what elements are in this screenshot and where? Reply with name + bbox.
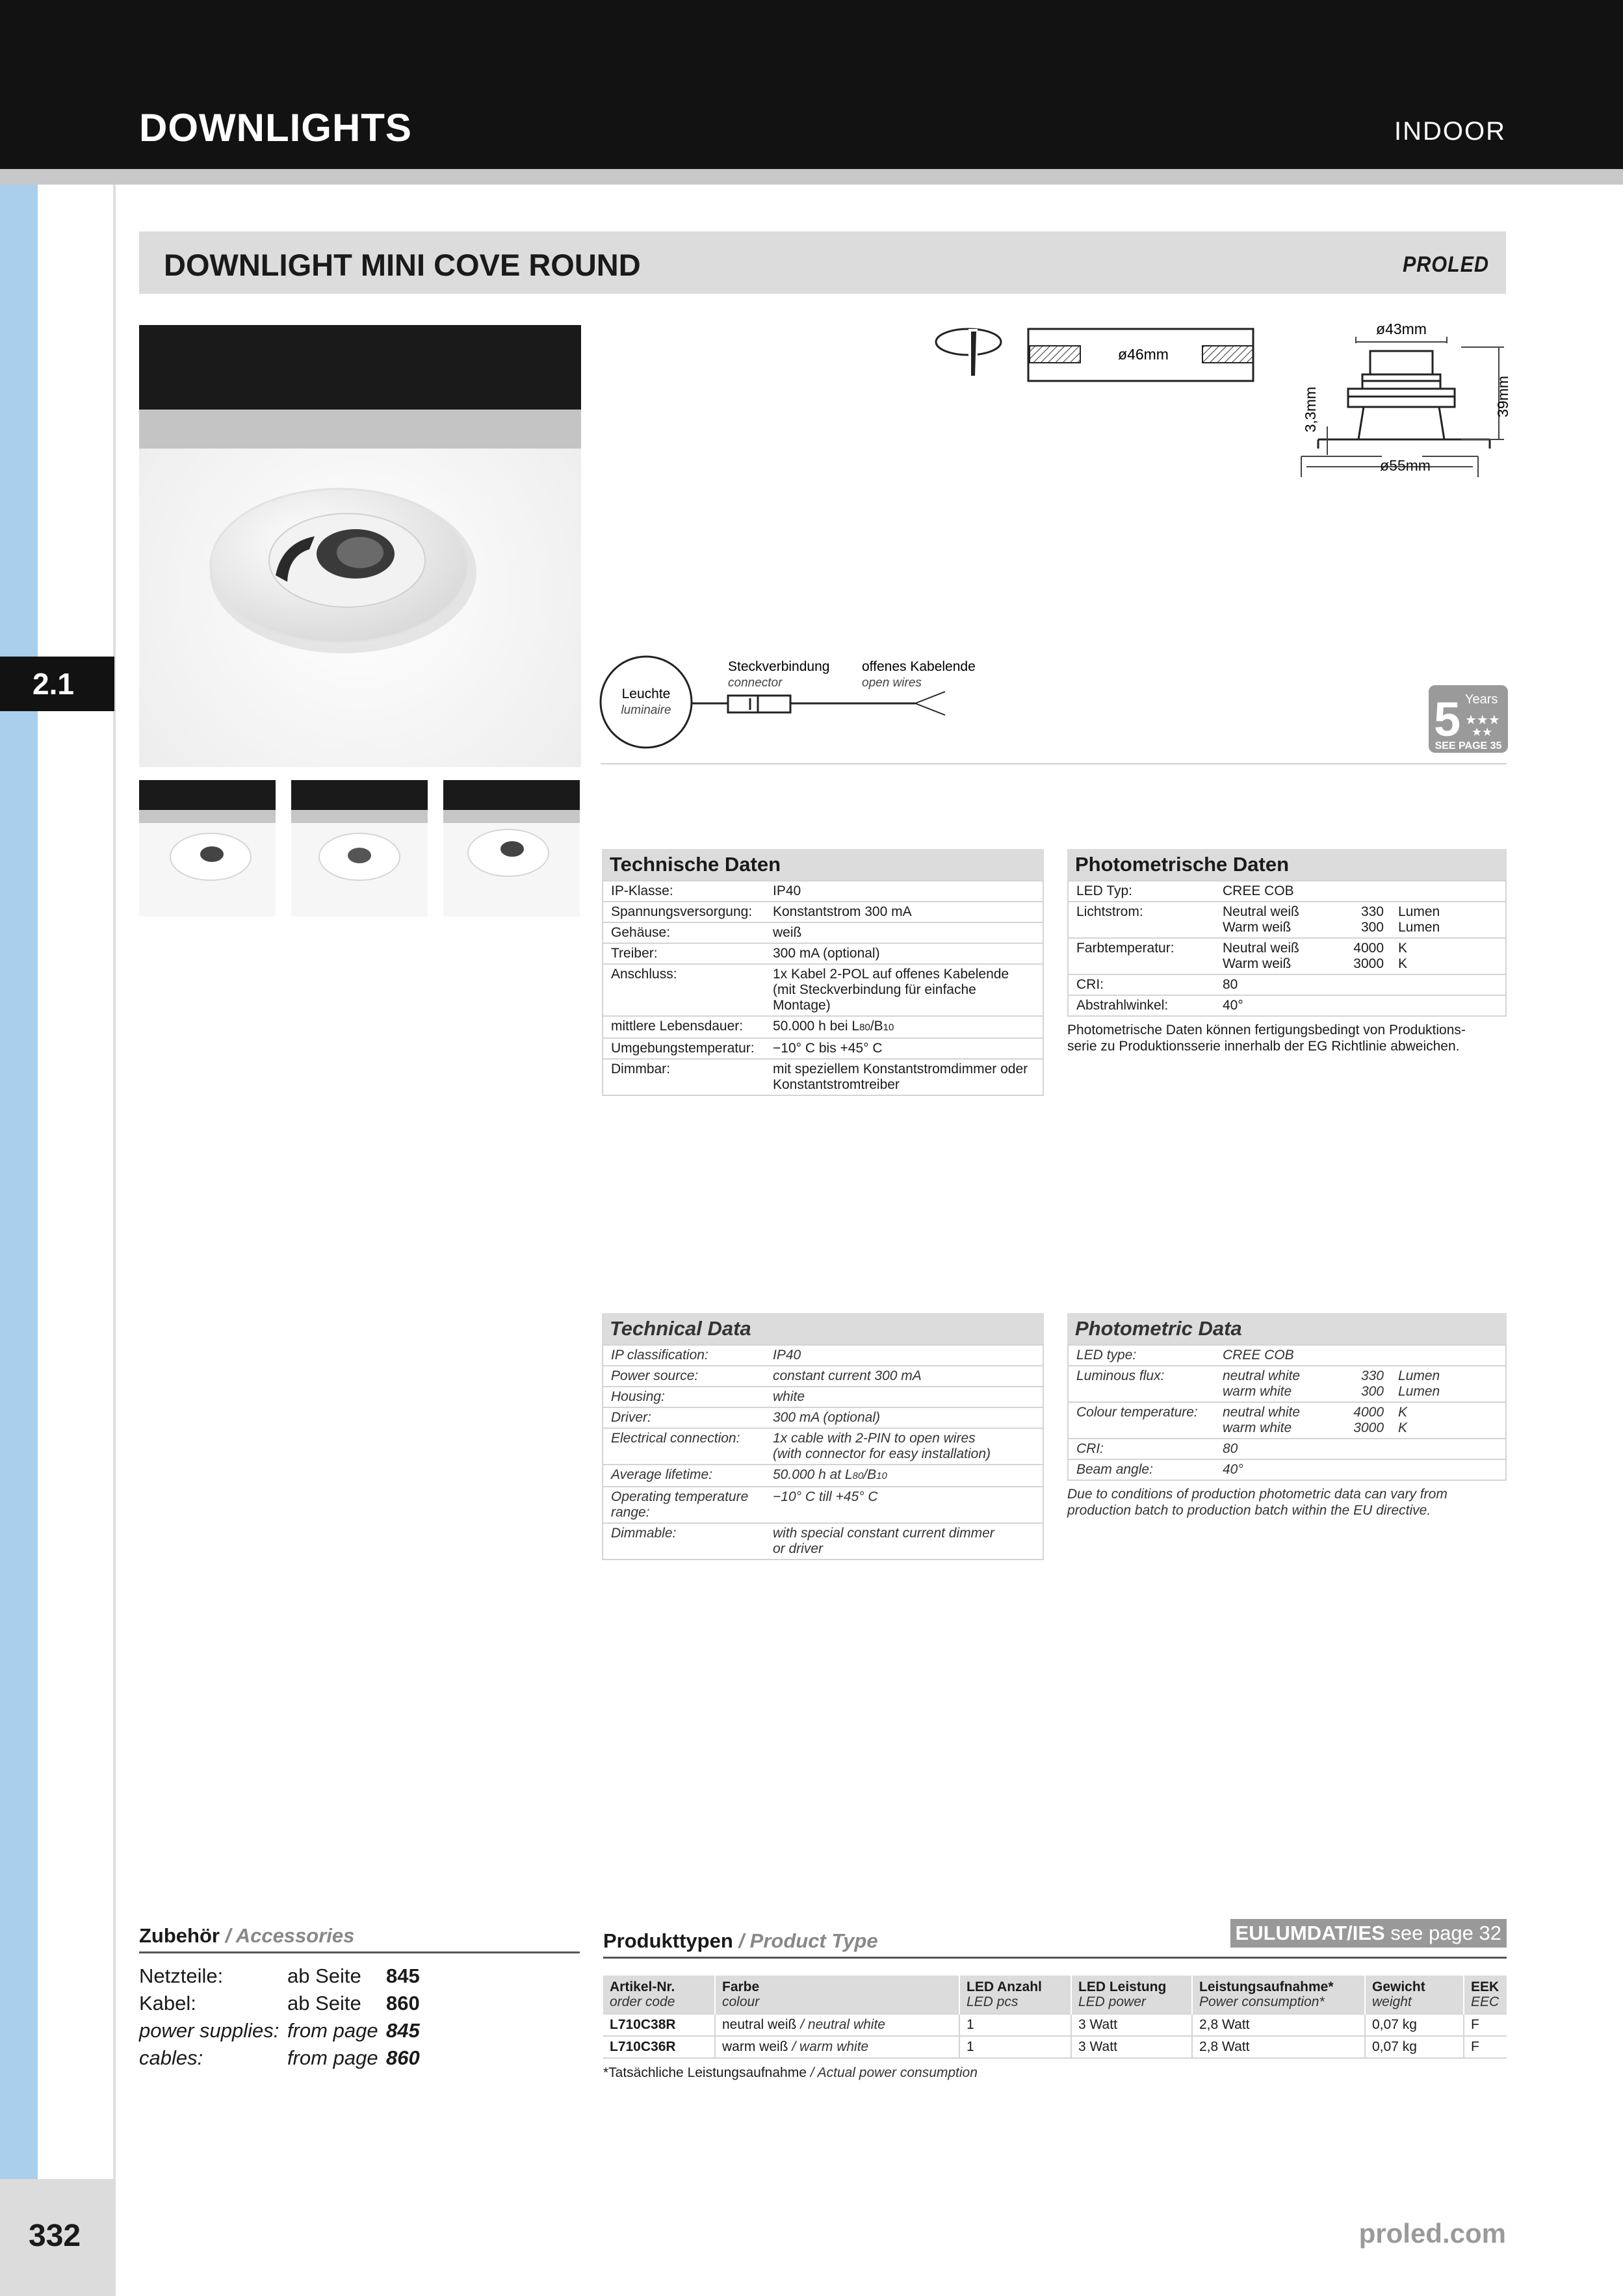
- product-types-title-de: Produkttypen: [603, 1929, 733, 1952]
- product-types-footnote-de: *Tatsächliche Leistungsaufnahme: [603, 2065, 807, 2080]
- header-category: INDOOR: [1394, 117, 1506, 146]
- photo-data-en-note: Due to conditions of production photometric data can vary from production batch to production batch within the EU directive.: [1067, 1487, 1448, 1518]
- photo-en-led-v: CREE COB: [1215, 1345, 1506, 1366]
- accessories-section: [139, 1924, 580, 2072]
- column-header: [1365, 1976, 1464, 2014]
- table-row: [603, 1016, 1043, 1038]
- tech-de-rows-2-k: Gehäuse:: [603, 922, 765, 943]
- tech-en-rows-2-k: Housing:: [603, 1387, 765, 1407]
- table-row: [603, 1407, 1043, 1428]
- tech-de-rows-7-k: Dimmbar:: [603, 1059, 765, 1095]
- accessories-title-en: / Accessories: [225, 1924, 355, 1947]
- tech-de-rows-0-k: IP-Klasse:: [603, 881, 765, 902]
- photo-data-de-table: [1067, 880, 1507, 1017]
- photo-de-cri-v: 80: [1215, 974, 1506, 995]
- photo-data-en-table: [1067, 1344, 1507, 1481]
- product-types-table: [603, 1976, 1507, 2059]
- product-types-footnote-en: / Actual power consumption: [810, 2065, 978, 2080]
- product-types-rows-1-weight: 0,07 kg: [1365, 2036, 1464, 2058]
- column-header: [1464, 1976, 1507, 2014]
- accessories-rows-2-name: power supplies:: [139, 2019, 279, 2042]
- photo-data-en-title: Photometric Data: [1067, 1313, 1507, 1344]
- warranty-years-label: Years: [1465, 692, 1498, 707]
- accessories-rows-1-name: Kabel:: [139, 1992, 196, 2015]
- photo-de-cct-k: Farbtemperatur:: [1068, 938, 1215, 974]
- table-row: [603, 1366, 1043, 1387]
- photo-de-beam-v: 40°: [1215, 995, 1506, 1016]
- column-header: [715, 1976, 959, 2014]
- photo-de-cct-an: 4000: [1353, 941, 1384, 956]
- footer-url: proled.com: [1358, 2218, 1506, 2249]
- table-row: [603, 922, 1043, 943]
- table-row: [603, 1345, 1043, 1366]
- column-header: [959, 1976, 1071, 2014]
- product-types-rows-0-pcs: 1: [959, 2014, 1071, 2036]
- chapter-color-bar: [0, 185, 38, 2179]
- connector-label-de: Steckverbindung: [728, 659, 830, 674]
- brand-logo: PROLED: [1403, 252, 1489, 277]
- product-types-headers-5-de: Gewicht: [1372, 1979, 1425, 1994]
- header-strip: [0, 169, 1623, 185]
- product-types-footnote: [603, 2065, 1507, 2081]
- bottom-diameter: ø55mm: [1380, 457, 1431, 474]
- column-header: [1192, 1976, 1365, 2014]
- luminaire-label-en: luminaire: [621, 703, 671, 717]
- tech-en-rows-5-v: 50.000 h at L80/B10: [773, 1467, 887, 1482]
- table-row: [603, 1487, 1043, 1523]
- eulumdat-badge[interactable]: [1230, 1919, 1507, 1948]
- product-types-rows-0-colour-de: neutral weiß: [722, 2017, 797, 2032]
- photo-de-cct-bu: K: [1398, 956, 1408, 971]
- tech-data-en-title: Technical Data: [602, 1313, 1044, 1344]
- photo-de-flux-k: Lichtstrom:: [1068, 902, 1215, 938]
- product-types-headers-4-de: Leistungsaufnahme*: [1199, 1979, 1334, 1994]
- tech-data-de: [602, 849, 1044, 1096]
- tech-en-rows-4-v: 1x cable with 2-PIN to open wires: [773, 1431, 976, 1446]
- tech-de-rows-6-v: −10° C bis +45° C: [773, 1041, 883, 1056]
- thumbnail-2[interactable]: [291, 780, 428, 917]
- open-wires-label-de: offenes Kabelende: [862, 659, 976, 674]
- tech-de-rows-4-k: Anschluss:: [603, 964, 765, 1016]
- table-row: [603, 1465, 1043, 1487]
- accessory-page-link[interactable]: 845: [386, 2019, 420, 2042]
- photo-en-flux-a: neutral white: [1223, 1368, 1301, 1383]
- photo-en-cri-v: 80: [1215, 1439, 1506, 1459]
- product-types-rows-1-code: L710C36R: [603, 2036, 715, 2058]
- accessory-page-link[interactable]: 860: [386, 1992, 420, 2015]
- tech-de-rows-6-k: Umgebungstemperatur:: [603, 1038, 765, 1059]
- photo-data-de-title: Photometrische Daten: [1067, 849, 1507, 880]
- tech-de-rows-3-v: 300 mA (optional): [773, 946, 880, 961]
- table-row: [603, 1428, 1043, 1465]
- tech-en-rows-0-v: IP40: [773, 1348, 801, 1363]
- photo-en-flux-an: 330: [1360, 1368, 1384, 1383]
- tech-data-de-title: Technische Daten: [602, 849, 1044, 880]
- svg-text:★★: ★★: [1472, 725, 1493, 738]
- luminaire-label-de: Leuchte: [621, 686, 671, 701]
- photo-de-cct-a: Neutral weiß: [1223, 941, 1299, 956]
- tech-en-rows-1-v: constant current 300 mA: [773, 1368, 922, 1383]
- cutout-dimension: ø46mm: [1118, 346, 1169, 363]
- tech-en-rows-3-v: 300 mA (optional): [773, 1410, 880, 1425]
- product-title: DOWNLIGHT MINI COVE ROUND: [164, 248, 641, 282]
- header-title: DOWNLIGHTS: [139, 106, 412, 150]
- product-types-headers-3-en: LED power: [1078, 1994, 1146, 2009]
- product-types-rows-1-cons: 2,8 Watt: [1192, 2036, 1365, 2058]
- product-types-section: [603, 1923, 1507, 2081]
- table-row: [603, 881, 1043, 902]
- photo-data-de-note: Photometrische Daten können fertigungsbedingt von Produktions-serie zu Produktionsserie innerhalb der EG Richtlinie abweichen.: [1067, 1023, 1466, 1054]
- photo-data-en: [1067, 1313, 1507, 1519]
- photo-de-flux-b: Warm weiß: [1223, 920, 1292, 935]
- photo-en-flux-bn: 300: [1360, 1384, 1384, 1399]
- tech-de-rows-2-v: weiß: [773, 925, 802, 940]
- photo-en-cct-au: K: [1398, 1405, 1408, 1420]
- tech-de-rows-0-v: IP40: [773, 883, 801, 898]
- table-row: [603, 2036, 1507, 2058]
- photo-en-cct-a: neutral white: [1223, 1405, 1301, 1420]
- photo-en-flux-bu: Lumen: [1398, 1384, 1440, 1399]
- chapter-tab: 2.1: [0, 657, 114, 711]
- column-header: [1071, 1976, 1192, 2014]
- tech-en-rows-7-k: Dimmable:: [603, 1523, 765, 1559]
- product-types-headers-2-de: LED Anzahl: [967, 1979, 1042, 1994]
- accessories-title-de: Zubehör: [139, 1924, 220, 1947]
- tech-en-rows-4-k: Electrical connection:: [603, 1428, 765, 1465]
- product-types-headers-6-de: EEK: [1471, 1979, 1500, 1994]
- product-types-rows-0-code: L710C38R: [603, 2014, 715, 2036]
- tech-en-rows-1-k: Power source:: [603, 1366, 765, 1387]
- photo-de-cri-k: CRI:: [1068, 974, 1215, 995]
- product-types-headers-0-de: Artikel-Nr.: [610, 1979, 675, 1994]
- page-number: 332: [29, 2219, 81, 2253]
- tech-en-rows-7-v2: or driver: [773, 1541, 824, 1556]
- accessory-row: [139, 2044, 580, 2072]
- tech-en-rows-0-k: IP classification:: [603, 1345, 765, 1366]
- photo-en-led-k: LED type:: [1068, 1345, 1215, 1366]
- top-diameter: ø43mm: [1376, 320, 1427, 337]
- accessories-rows-0-name: Netzteile:: [139, 1964, 224, 1987]
- table-row: [603, 1059, 1043, 1095]
- tech-data-en: [602, 1313, 1044, 1560]
- thumbnail-1[interactable]: [139, 780, 276, 917]
- accessories-rows-3-name: cables:: [139, 2046, 203, 2069]
- accessory-page-link[interactable]: 845: [386, 1964, 420, 1987]
- cutout-diagram: [933, 322, 1271, 394]
- product-types-headers-1-en: colour: [722, 1994, 760, 2009]
- accessory-row: [139, 2017, 580, 2044]
- table-row: [603, 943, 1043, 964]
- tech-de-rows-1-k: Spannungsversorgung:: [603, 902, 765, 922]
- wiring-diagram: [599, 650, 1002, 771]
- flange-dimension: 3,3mm: [1302, 386, 1319, 433]
- column-header: [603, 1976, 715, 2014]
- product-types-headers-4-en: Power consumption*: [1199, 1994, 1325, 2009]
- tech-de-rows-7-v2: Konstantstromtreiber: [773, 1077, 900, 1092]
- product-types-rows-1-colour-en: / warm white: [792, 2039, 869, 2054]
- product-types-headers-0-en: order code: [610, 1994, 675, 2009]
- product-types-rows-0-weight: 0,07 kg: [1365, 2014, 1464, 2036]
- warranty-see-page: SEE PAGE 35: [1435, 740, 1502, 751]
- product-types-headers-1-de: Farbe: [722, 1979, 760, 1994]
- table-row: [603, 902, 1043, 922]
- product-types-rows-0-eek: F: [1464, 2014, 1507, 2036]
- product-types-headers-6-en: EEC: [1471, 1994, 1500, 2009]
- thumbnail-3[interactable]: [443, 780, 580, 917]
- tech-de-rows-4-v: 1x Kabel 2-POL auf offenes Kabelende: [773, 967, 1009, 982]
- table-row: [603, 1523, 1043, 1559]
- accessory-row: [139, 1963, 580, 1990]
- tech-de-rows-7-v: mit speziellem Konstantstromdimmer oder: [773, 1062, 1028, 1076]
- accessories-title: [139, 1924, 580, 1953]
- dimension-drawing: [1297, 319, 1512, 488]
- accessories-rows-3-ref: from page: [287, 2046, 378, 2069]
- tech-data-de-table: [602, 880, 1044, 1096]
- photo-en-cct-an: 4000: [1353, 1405, 1384, 1420]
- photo-de-flux-an: 330: [1360, 904, 1384, 919]
- photo-en-cct-bu: K: [1398, 1420, 1408, 1435]
- tech-de-rows-5-k: mittlere Lebensdauer:: [603, 1016, 765, 1038]
- photo-de-led-v: CREE COB: [1215, 881, 1506, 902]
- product-types-rows-1-eek: F: [1464, 2036, 1507, 2058]
- warranty-badge: [1429, 685, 1508, 753]
- photo-en-flux-k: Luminous flux:: [1068, 1366, 1215, 1402]
- tech-de-rows-4-v2: (mit Steckverbindung für einfache Montage): [773, 982, 976, 1013]
- open-wires-label-en: open wires: [862, 676, 922, 690]
- product-types-rows-1-power: 3 Watt: [1071, 2036, 1192, 2058]
- product-types-rows-1-colour-de: warm weiß: [722, 2039, 788, 2054]
- table-row: [603, 1038, 1043, 1059]
- photo-de-flux-bu: Lumen: [1398, 920, 1440, 935]
- accessories-rows-1-ref: ab Seite: [287, 1992, 361, 2015]
- warranty-stars-icon: ★★★: [1465, 713, 1500, 727]
- connector-label-en: connector: [728, 676, 783, 690]
- product-types-headers-3-de: LED Leistung: [1078, 1979, 1167, 1994]
- accessory-row: [139, 1990, 580, 2017]
- accessory-page-link[interactable]: 860: [386, 2046, 420, 2069]
- tech-de-rows-1-v: Konstantstrom 300 mA: [773, 904, 912, 919]
- photo-en-cct-b: warm white: [1223, 1420, 1292, 1435]
- tech-en-rows-3-k: Driver:: [603, 1407, 765, 1428]
- product-types-rows-0-cons: 2,8 Watt: [1192, 2014, 1365, 2036]
- product-types-headers-2-en: LED pcs: [967, 1994, 1019, 2009]
- product-types-eulumdat-page: see page 32: [1390, 1922, 1501, 1944]
- product-types-rows-0-colour-en: / neutral white: [800, 2017, 885, 2032]
- warranty-years-number: 5: [1434, 692, 1461, 746]
- photo-de-led-k: LED Typ:: [1068, 881, 1215, 902]
- tech-en-rows-6-v: −10° C till +45° C: [773, 1489, 878, 1504]
- table-row: [603, 1387, 1043, 1407]
- photo-en-flux-au: Lumen: [1398, 1368, 1440, 1383]
- photo-data-de: [1067, 849, 1507, 1054]
- photo-de-cct-bn: 3000: [1353, 956, 1384, 971]
- accessories-rows-0-ref: ab Seite: [287, 1964, 361, 1987]
- photo-en-beam-v: 40°: [1215, 1459, 1506, 1480]
- photo-en-flux-b: warm white: [1223, 1384, 1292, 1399]
- product-types-headers-5-en: weight: [1372, 1994, 1412, 2009]
- side-divider: [113, 185, 116, 2296]
- tech-en-rows-4-v2: (with connector for easy installation): [773, 1446, 991, 1461]
- table-row: [603, 964, 1043, 1016]
- product-photo: [139, 325, 581, 767]
- photo-en-beam-k: Beam angle:: [1068, 1459, 1215, 1480]
- tech-en-rows-5-k: Average lifetime:: [603, 1465, 765, 1487]
- photo-de-cct-au: K: [1398, 941, 1408, 956]
- tech-de-rows-5-v: 50.000 h bei L80/B10: [773, 1019, 894, 1034]
- height-dimension: 39mm: [1494, 376, 1511, 417]
- product-types-title-en: / Product Type: [738, 1929, 878, 1952]
- product-types-rows-0-power: 3 Watt: [1071, 2014, 1192, 2036]
- photo-de-flux-au: Lumen: [1398, 904, 1440, 919]
- photo-de-flux-bn: 300: [1360, 920, 1384, 935]
- product-types-rows-1-pcs: 1: [959, 2036, 1071, 2058]
- tech-en-rows-7-v: with special constant current dimmer: [773, 1526, 994, 1541]
- photo-en-cri-k: CRI:: [1068, 1439, 1215, 1459]
- photo-de-flux-a: Neutral weiß: [1223, 904, 1299, 919]
- photo-en-cct-bn: 3000: [1353, 1420, 1384, 1435]
- tech-en-rows-2-v: white: [773, 1389, 805, 1404]
- tech-data-en-table: [602, 1344, 1044, 1560]
- photo-en-cct-k: Colour temperature:: [1068, 1402, 1215, 1439]
- tech-de-rows-3-k: Treiber:: [603, 943, 765, 964]
- table-row: [603, 2014, 1507, 2036]
- tech-en-rows-6-k: Operating temperature range:: [603, 1487, 765, 1523]
- photo-de-cct-b: Warm weiß: [1223, 956, 1292, 971]
- product-types-eulumdat: EULUMDAT/IES: [1235, 1922, 1385, 1944]
- photo-de-beam-k: Abstrahlwinkel:: [1068, 995, 1215, 1016]
- accessories-rows-2-ref: from page: [287, 2019, 378, 2042]
- section-divider: [601, 763, 1507, 764]
